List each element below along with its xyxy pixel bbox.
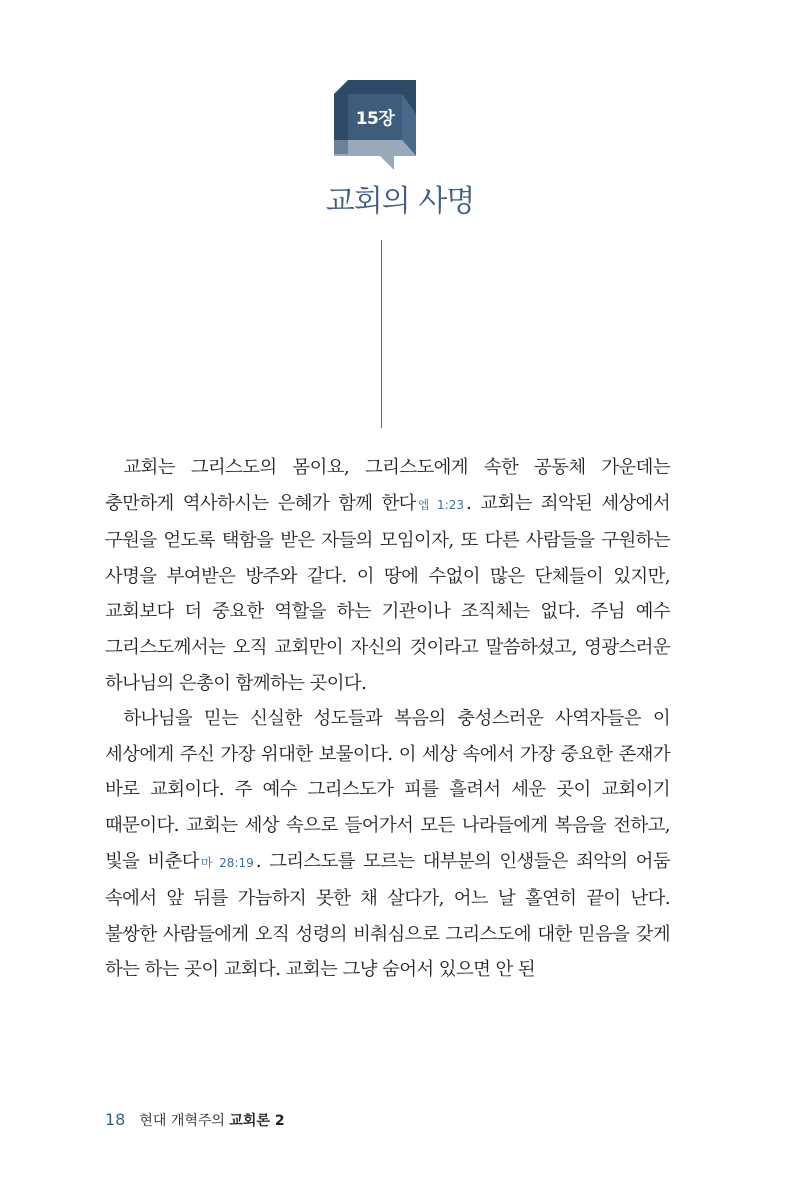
body-text [105, 450, 670, 988]
paragraph-2 [105, 701, 670, 988]
scripture-reference: 엡 1:23 [417, 497, 464, 512]
paragraph-1 [105, 450, 670, 701]
paragraph-2-text-b: . 그리스도를 모르는 대부분의 인생들은 죄악의 어둠 속에서 앞 뒤를 가늠하지 못한 채 살다가, 어느 날 홀연히 끝이 난다. 불쌍한 사람들에게 오직 성령의 비춰심으로 그리스도에 대한 믿음을 갖게 하는 하는 곳이 교회다. 교회는 그냥 숨어서 있으면 안 된 [105, 850, 670, 981]
paragraph-1-text-b: . 교회는 죄악된 세상에서 구원을 얻도록 택함을 받은 자들의 모임이자, 또 다른 사람들을 구원하는 사명을 부여받은 방주와 같다. 이 땅에 수없이 많은 단체들이 있지만, 교회보다 더 중요한 역할을 하는 기관이나 조직체는 없다. 주님 예수 그리스도께서는 오직 교회만이 자신의 것이라고 말씀하셨고, 영광스러운 하나님의 은총이 함께하는 곳이다. [105, 492, 670, 694]
chapter-number: 15장 [355, 109, 395, 129]
book-title-prefix: 현대 개혁주의 [139, 1113, 230, 1129]
scripture-reference: 마 28:19 [200, 855, 254, 870]
page-footer [105, 1110, 285, 1130]
chapter-title: 교회의 사명 [325, 184, 475, 219]
chapter-badge [334, 80, 416, 170]
paragraph-1-text-a: 교회는 그리스도의 몸이요, 그리스도에게 속한 공동체 가운데는 충만하게 역사하시는 은혜가 함께 한다 [105, 457, 670, 514]
book-title-bold: 교회론 2 [229, 1113, 285, 1129]
page-number: 18 [105, 1110, 126, 1129]
vertical-divider [381, 240, 382, 428]
paragraph-2-text-a: 하나님을 믿는 신실한 성도들과 복음의 충성스러운 사역자들은 이 세상에게 주신 가장 위대한 보물이다. 이 세상 속에서 가장 중요한 존재가 바로 교회이다. 주 예수 그리스도가 피를 흘려서 세운 곳이 교회이기 때문이다. 교회는 세상 속으로 들어가서 모든 나라들에게 복음을 전하고, 빛을 비춘다 [105, 708, 670, 872]
